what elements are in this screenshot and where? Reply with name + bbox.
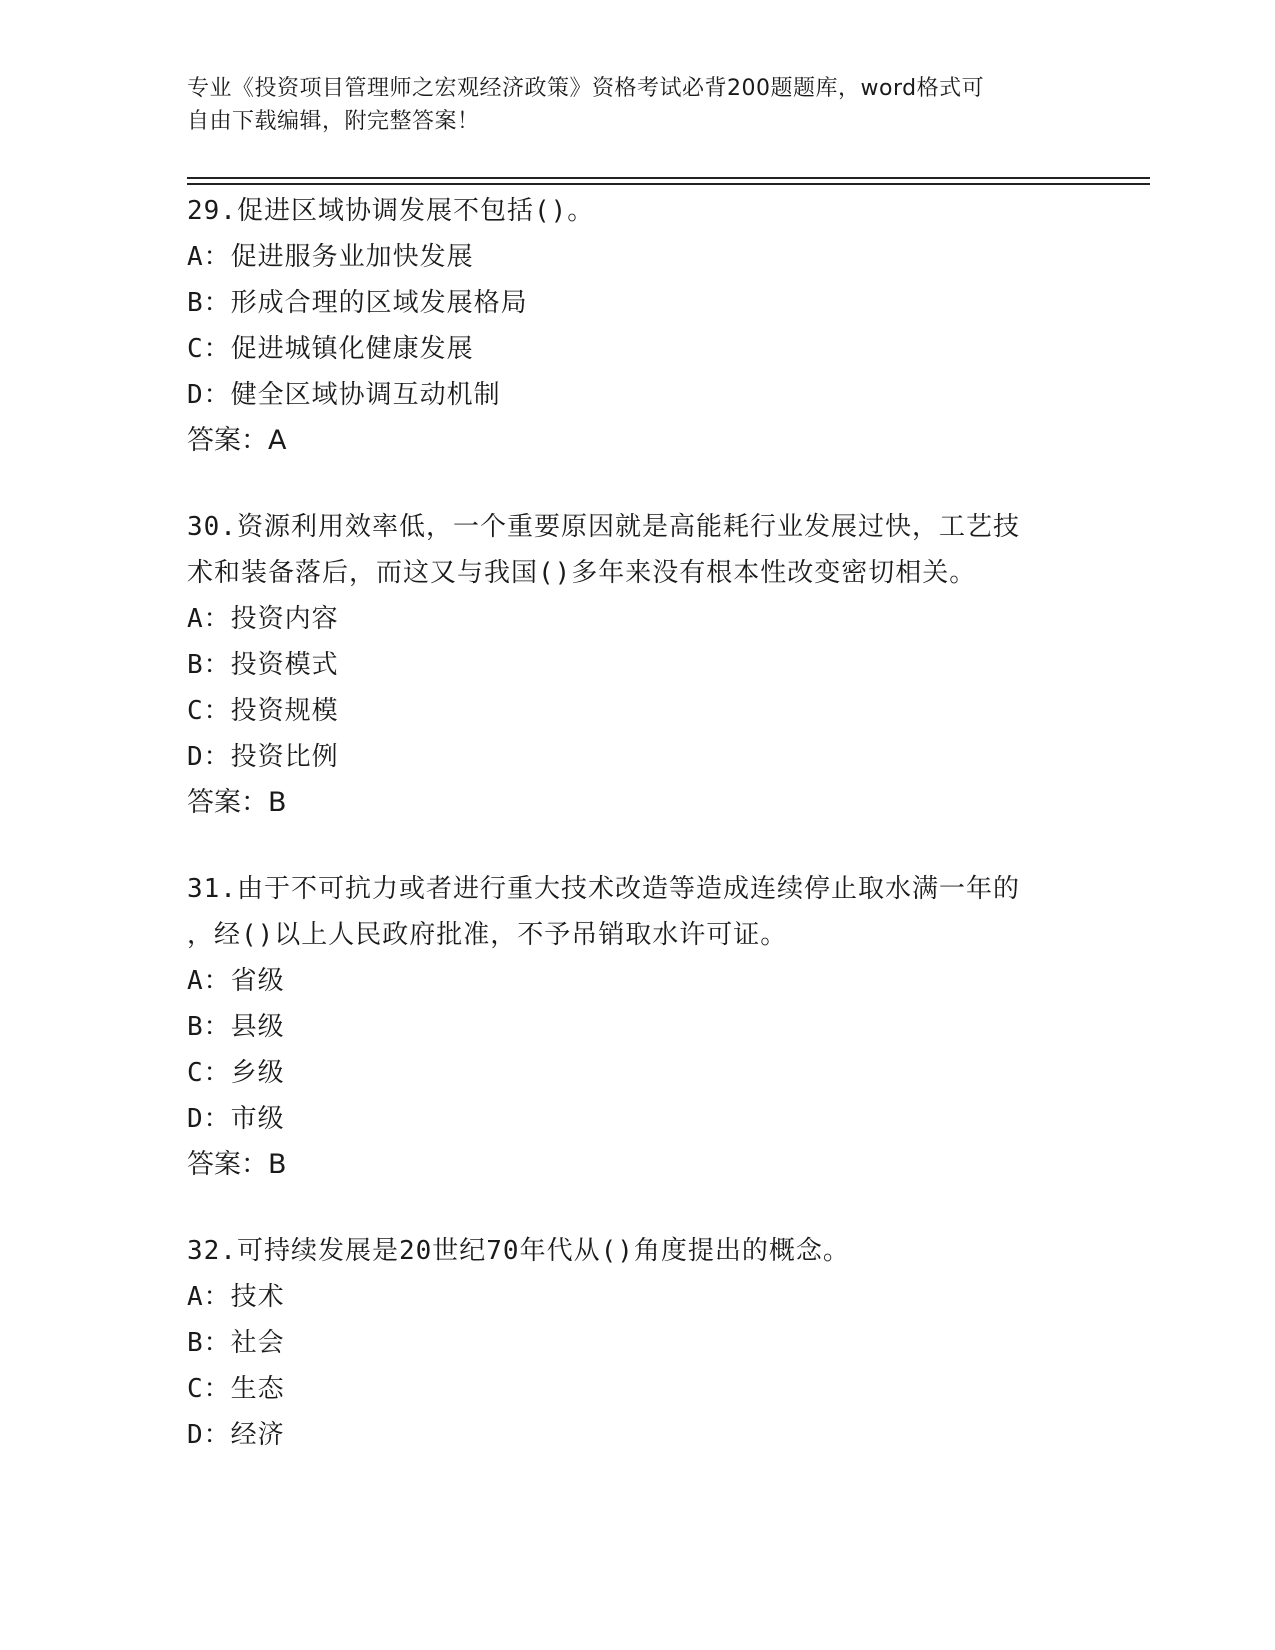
- option-b: B：形成合理的区域发展格局: [187, 288, 528, 318]
- option-a: A：投资内容: [187, 604, 339, 634]
- option-d: D：市级: [187, 1104, 285, 1134]
- question-text-line-1: 31.由于不可抗力或者进行重大技术改造等造成连续停止取水满一年的: [187, 874, 1020, 904]
- option-c: C：生态: [187, 1374, 285, 1404]
- option-c: C：促进城镇化健康发展: [187, 334, 474, 364]
- question-30: [187, 504, 1087, 826]
- option-d: D：经济: [187, 1420, 285, 1450]
- option-a: A：省级: [187, 966, 285, 996]
- answer: 答案：B: [187, 1149, 287, 1180]
- question-29: [187, 188, 1087, 464]
- question-text-line-1: 30.资源利用效率低，一个重要原因就是高能耗行业发展过快，工艺技: [187, 512, 1020, 542]
- answer: 答案：B: [187, 787, 287, 818]
- question-text: 29.促进区域协调发展不包括()。: [187, 196, 595, 226]
- option-b: B：社会: [187, 1328, 285, 1358]
- option-b: B：投资模式: [187, 650, 339, 680]
- option-c: C：乡级: [187, 1058, 285, 1088]
- question-text-line-2: 术和装备落后，而这又与我国()多年来没有根本性改变密切相关。: [187, 558, 977, 588]
- question-31: [187, 866, 1087, 1188]
- document-header: [187, 72, 1067, 138]
- option-d: D：健全区域协调互动机制: [187, 380, 501, 410]
- option-b: B：县级: [187, 1012, 285, 1042]
- header-divider-top: [187, 177, 1150, 179]
- header-line-1: 专业《投资项目管理师之宏观经济政策》资格考试必背200题题库，word格式可: [187, 76, 985, 101]
- option-c: C：投资规模: [187, 696, 339, 726]
- question-text: 32.可持续发展是20世纪70年代从()角度提出的概念。: [187, 1236, 850, 1266]
- answer: 答案：A: [187, 425, 287, 456]
- option-a: A：促进服务业加快发展: [187, 242, 474, 272]
- option-a: A：技术: [187, 1282, 285, 1312]
- header-line-2: 自由下载编辑，附完整答案！: [187, 109, 480, 134]
- option-d: D：投资比例: [187, 742, 339, 772]
- question-list: [187, 188, 1087, 1498]
- question-32: [187, 1228, 1087, 1458]
- header-divider-bottom: [187, 183, 1150, 185]
- question-text-line-2: ，经()以上人民政府批准，不予吊销取水许可证。: [187, 920, 788, 950]
